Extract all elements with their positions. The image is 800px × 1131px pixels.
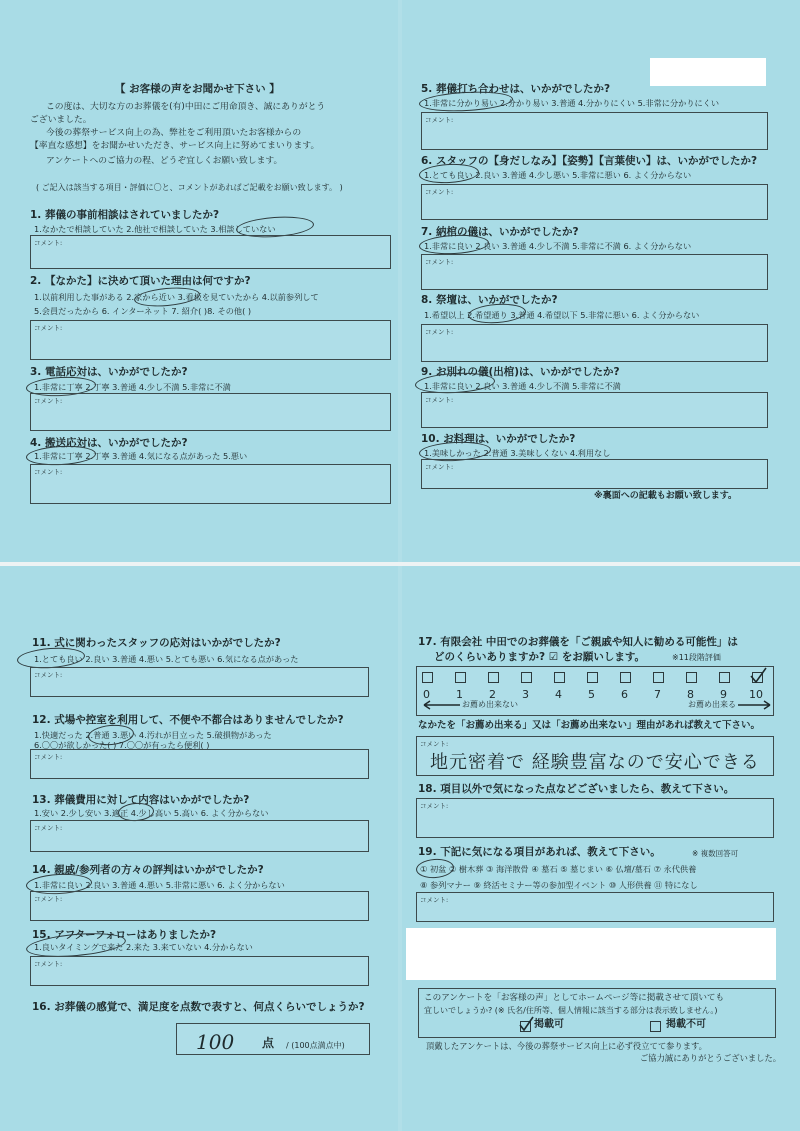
q2-options-row1[interactable]: 1.以前利用した事がある 2.家から近い 3.看板を見ていたから 4.以前参列して [34, 292, 319, 302]
q19-title: 19. 下記に気になる項目があれば、教えて下さい。 [418, 846, 661, 858]
survey-sheet-front [0, 0, 800, 562]
comment-label: コメント: [425, 116, 454, 124]
redacted-area [406, 928, 776, 980]
q5-options[interactable]: 1.非常に分かり易い 2.分かり易い 3.普通 4.分かりにくい 5.非常に分かりにくい [424, 98, 720, 108]
q3-options[interactable]: 1.非常に丁寧 2.丁寧 3.普通 4.少し不満 5.非常に不満 [34, 382, 231, 392]
comment-label: コメント: [34, 960, 63, 968]
comment-label: コメント: [34, 824, 63, 832]
q3-title: 3. 電話応対は、いかがでしたか? [30, 366, 188, 378]
q12-title: 12. 式場や控室を利用して、不便や不都合はありませんでしたか? [32, 714, 344, 726]
rating-checkbox-5[interactable] [587, 672, 598, 683]
rating-checkbox-0[interactable] [422, 672, 433, 683]
q5-title: 5. 葬儀打ち合わせは、いかがでしたか? [421, 83, 611, 95]
comment-label: コメント: [34, 397, 63, 405]
q11-title: 11. 式に関わったスタッフの応対はいかがでしたか? [32, 637, 281, 649]
q2-comment-field[interactable] [30, 320, 391, 360]
scale-left-label: お薦め出来ない [462, 700, 518, 709]
q7-comment-field[interactable] [421, 254, 768, 290]
q2-options-row2[interactable]: 5.会員だったから 6. インターネット 7. 紹介( )8. その他( ) [34, 306, 252, 316]
rating-checkbox-3[interactable] [521, 672, 532, 683]
q13-comment-field[interactable] [30, 820, 369, 852]
rating-checkbox-8[interactable] [686, 672, 697, 683]
redacted-area [650, 58, 766, 86]
q15-title: 15. アフターフォローはありましたか? [32, 929, 217, 941]
scale-label-0: 0 [423, 688, 430, 701]
comment-label: コメント: [425, 258, 454, 266]
comment-label: コメント: [34, 671, 63, 679]
comment-label: コメント: [425, 328, 454, 336]
q19-options-row1[interactable]: ① 初盆 ② 樹木葬 ③ 海洋散骨 ④ 墓石 ⑤ 墓じまい ⑥ 仏壇/墓石 ⑦ 永代供養 [420, 864, 697, 874]
arrow-right-icon [736, 700, 772, 710]
comment-label: コメント: [420, 740, 449, 748]
scale-label-8: 8 [687, 688, 694, 701]
comment-label: コメント: [34, 239, 63, 247]
comment-label: コメント: [420, 802, 449, 810]
q4-comment-field[interactable] [30, 464, 391, 504]
q17-title-line2: どのくらいありますか? ☑ をお願いします。 [434, 651, 645, 663]
q9-options[interactable]: 1.非常に良い 2.良い 3.普通 4.少し不満 5.非常に不満 [424, 381, 621, 391]
q16-title: 16. お葬儀の感覚で、満足度を点数で表すと、何点くらいでしょうか? [32, 1001, 365, 1013]
scale-label-3: 3 [522, 688, 529, 701]
scale-label-4: 4 [555, 688, 562, 701]
q12-options-row2[interactable]: 6.〇〇が欲しかった( ) 7.〇〇が有ったら便利( ) [34, 740, 210, 750]
q1-title: 1. 葬儀の事前相談はされていましたか? [30, 209, 220, 221]
q1-comment-field[interactable] [30, 235, 391, 269]
q16-note: / (100点満点中) [286, 1041, 345, 1050]
q5-comment-field[interactable] [421, 112, 768, 150]
comment-label: コメント: [34, 468, 63, 476]
closing-line-1: 頂戴したアンケートは、今後の葬祭サービス向上に必ず役立てて参ります。 [426, 1041, 707, 1051]
publish-line-2: 宜しいでしょうか? (※ 氏名/住所等、個人情報に該当する部分は表示致しません。) [424, 1006, 718, 1015]
q6-options[interactable]: 1.とても良い 2.良い 3.普通 4.少し悪い 5.非常に悪い 6. よく分からない [424, 170, 692, 180]
rating-checkbox-2[interactable] [488, 672, 499, 683]
comment-label: コメント: [420, 896, 449, 904]
q19-comment-field[interactable] [416, 892, 774, 922]
publish-ok-label: 掲載可 [534, 1019, 564, 1030]
q19-note: ※ 複数回答可 [692, 849, 739, 858]
page-title: 【 お客様の声をお聞かせ下さい 】 [115, 83, 280, 95]
q11-comment-field[interactable] [30, 667, 369, 697]
fold-crease [398, 566, 402, 1131]
comment-label: コメント: [34, 753, 63, 761]
q18-comment-field[interactable] [416, 798, 774, 838]
comment-label: コメント: [425, 188, 454, 196]
q4-title: 4. 搬送応対は、いかがでしたか? [30, 437, 188, 449]
scale-label-6: 6 [621, 688, 628, 701]
scale-right-label: お薦め出来る [688, 700, 736, 709]
scale-label-10: 10 [749, 688, 763, 701]
comment-label: コメント: [425, 396, 454, 404]
q7-options[interactable]: 1.非常に良い 2.良い 3.普通 4.少し不満 5.非常に不満 6. よく分からない [424, 241, 692, 251]
q2-title: 2. 【なかた】に決めて頂いた理由は何ですか? [30, 275, 251, 287]
scale-label-1: 1 [456, 688, 463, 701]
check-mark-icon [748, 666, 768, 686]
q10-comment-field[interactable] [421, 459, 768, 489]
check-mark-icon [517, 1015, 535, 1033]
publish-ng-label: 掲載不可 [666, 1019, 706, 1030]
rating-checkbox-4[interactable] [554, 672, 565, 683]
comment-label: コメント: [425, 463, 454, 471]
q8-comment-field[interactable] [421, 324, 768, 362]
q7-title: 7. 納棺の儀は、いかがでしたか? [421, 226, 579, 238]
q8-title: 8. 祭壇は、いかがでしたか? [421, 294, 558, 306]
q12-comment-field[interactable] [30, 749, 369, 779]
q18-title: 18. 項目以外で気になった点などございましたら、教えて下さい。 [418, 783, 735, 795]
comment-label: コメント: [34, 895, 63, 903]
intro-line-4: 【率直な感想】をお聞かせいただき、サービス向上に努めてまいります。 [30, 141, 320, 151]
scale-label-5: 5 [588, 688, 595, 701]
comment-label: コメント: [34, 324, 63, 332]
q17-scale-note: ※11段階評価 [672, 653, 721, 662]
q14-comment-field[interactable] [30, 891, 369, 921]
q10-title: 10. お料理は、いかがでしたか? [421, 433, 576, 445]
q17-reason-prompt: なかたを「お薦め出来る」又は「お薦め出来ない」理由があれば教えて下さい。 [418, 720, 761, 731]
q1-options[interactable]: 1.なかたで相談していた 2.他社で相談していた 3.相談していない [34, 224, 276, 234]
rating-checkbox-6[interactable] [620, 672, 631, 683]
q13-options[interactable]: 1.安い 2.少し安い 3.適正 4.少し高い 5.高い 6. よく分からない [34, 808, 269, 818]
q14-title: 14. 親戚/参列者の方々の評判はいかがでしたか? [32, 864, 264, 876]
q3-comment-field[interactable] [30, 393, 391, 431]
q6-title: 6. スタッフの【身だしなみ】【姿勢】【言葉使い】は、いかがでしたか? [421, 155, 758, 167]
q17-handwritten-comment: 地元密着で 経験豊富なので安心できる [430, 752, 760, 773]
q17-title-line1: 17. 有限会社 中田でのお葬儀を「ご親戚や知人に勧める可能性」は [418, 636, 738, 648]
intro-line-1: この度は、大切な方のお葬儀を(有)中田にご用命頂き、誠にありがとう [46, 102, 326, 112]
fold-crease [398, 0, 402, 562]
q14-options[interactable]: 1.非常に良い 2.良い 3.普通 4.悪い 5.非常に悪い 6. よく分からない [34, 880, 285, 890]
closing-line-2: ご協力誠にありがとうございました。 [640, 1053, 782, 1063]
q10-options[interactable]: 1.美味しかった 2.普通 3.美味しくない 4.利用なし [424, 448, 611, 458]
q16-unit: 点 [262, 1036, 275, 1050]
q16-score-handwritten: 100 [196, 1030, 235, 1054]
q12-options-row1[interactable]: 1.快適だった 2.普通 3.悪い 4.汚れが目立った 5.破損物があった [34, 730, 272, 740]
instruction: ( ご記入は該当する項目・評価に〇と、コメントがあればご記載をお願い致します。 ) [36, 183, 343, 192]
scale-label-7: 7 [654, 688, 661, 701]
q13-title: 13. 葬儀費用に対して内容はいかがでしたか? [32, 794, 250, 806]
publish-ng-checkbox[interactable] [650, 1021, 661, 1032]
q15-options[interactable]: 1.良いタイミングで来た 2.来た 3.来ていない 4.分からない [34, 942, 253, 952]
q8-options[interactable]: 1.希望以上 2.希望通り 3.普通 4.希望以下 5.非常に悪い 6. よく分からない [424, 310, 700, 320]
intro-line-5: アンケートへのご協力の程、どうぞ宜しくお願い致します。 [46, 156, 283, 166]
arrow-left-icon [422, 700, 462, 710]
scale-label-9: 9 [720, 688, 727, 701]
intro-line-3: 今後の葬祭サービス向上の為、弊社をご利用頂いたお客様からの [46, 128, 302, 138]
q19-options-row2[interactable]: ⑧ 参列マナー ⑨ 終活セミナー等の参加型イベント ⑩ 人形供養 ⑪ 特になし [420, 880, 698, 890]
rating-checkbox-7[interactable] [653, 672, 664, 683]
q9-title: 9. お別れの儀(出棺)は、いかがでしたか? [421, 366, 620, 378]
q4-options[interactable]: 1.非常に丁寧 2.丁寧 3.普通 4.気になる点があった 5.悪い [34, 451, 248, 461]
q15-comment-field[interactable] [30, 956, 369, 986]
publish-line-1: このアンケートを「お客様の声」としてホームページ等に掲載させて頂いても [424, 993, 725, 1003]
q11-options[interactable]: 1.とても良い 2.良い 3.普通 4.悪い 5.とても悪い 6.気になる点があった [34, 654, 299, 664]
scale-label-2: 2 [489, 688, 496, 701]
q9-comment-field[interactable] [421, 392, 768, 428]
intro-line-2: ございました。 [30, 115, 92, 125]
q6-comment-field[interactable] [421, 184, 768, 220]
back-side-note: ※裏面への記載もお願い致します。 [594, 491, 738, 501]
rating-checkbox-1[interactable] [455, 672, 466, 683]
rating-checkbox-9[interactable] [719, 672, 730, 683]
